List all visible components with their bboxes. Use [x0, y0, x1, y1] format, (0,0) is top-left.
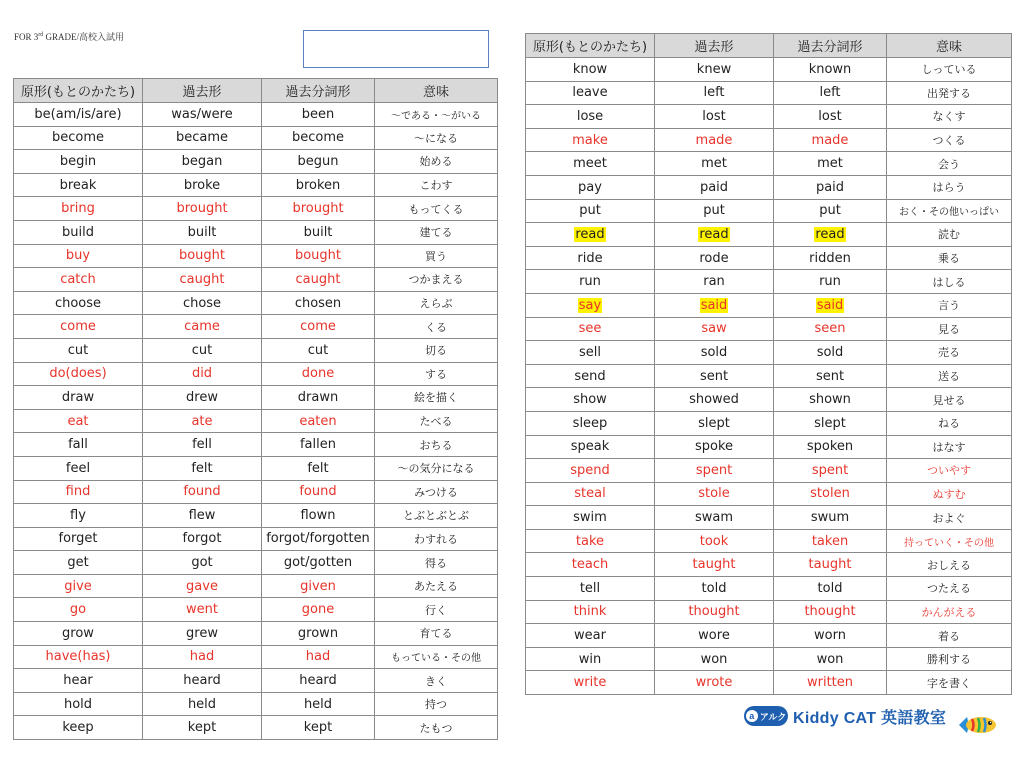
col-header-base: 原形(もとのかたち)	[526, 34, 655, 58]
cell-past-participle: heard	[262, 669, 375, 693]
cell-past-participle: felt	[262, 456, 375, 480]
col-header-past-participle: 過去分詞形	[774, 34, 887, 58]
cell-past: rode	[655, 246, 774, 270]
table-row	[526, 58, 1012, 82]
cell-base: put	[526, 199, 655, 223]
cell-base: steal	[526, 482, 655, 506]
cell-base: begin	[14, 150, 143, 174]
cell-past	[655, 223, 774, 247]
cell-meaning: 絵を描く	[375, 386, 498, 410]
cell-meaning: こわす	[375, 173, 498, 197]
cell-meaning: おく・その他いっぱい	[887, 199, 1012, 223]
table-row	[526, 317, 1012, 341]
cell-meaning: はらう	[887, 175, 1012, 199]
alc-mark-icon: a	[746, 710, 758, 722]
cell-past-participle: left	[774, 81, 887, 105]
cell-base: send	[526, 364, 655, 388]
cell-meaning: 乗る	[887, 246, 1012, 270]
cell-past: wore	[655, 624, 774, 648]
table-row	[526, 624, 1012, 648]
grade-label: FOR 3rd GRADE/高校入試用	[14, 32, 125, 42]
cell-past: met	[655, 152, 774, 176]
cell-base: wear	[526, 624, 655, 648]
cell-meaning: 見せる	[887, 388, 1012, 412]
table-row	[526, 128, 1012, 152]
cell-meaning: 読む	[887, 223, 1012, 247]
cell-meaning: つたえる	[887, 577, 1012, 601]
cell-base: leave	[526, 81, 655, 105]
cell-base: build	[14, 220, 143, 244]
cell-past: forgot	[143, 527, 262, 551]
cell-base	[526, 223, 655, 247]
cell-base: break	[14, 173, 143, 197]
cell-base: tell	[526, 577, 655, 601]
table-row	[526, 81, 1012, 105]
cell-meaning: 見る	[887, 317, 1012, 341]
table-row	[526, 388, 1012, 412]
cell-past-participle: slept	[774, 411, 887, 435]
cell-past: drew	[143, 386, 262, 410]
cell-past: came	[143, 315, 262, 339]
table-row	[14, 598, 498, 622]
cell-past: slept	[655, 411, 774, 435]
cell-past-participle: told	[774, 577, 887, 601]
highlighted-word: read	[575, 226, 605, 242]
table-row	[14, 622, 498, 646]
cell-past-participle: found	[262, 480, 375, 504]
cell-past: took	[655, 529, 774, 553]
cell-meaning: 着る	[887, 624, 1012, 648]
verb-table-right	[525, 33, 1012, 695]
cell-base: bring	[14, 197, 143, 221]
cell-past: paid	[655, 175, 774, 199]
cell-past-participle: become	[262, 126, 375, 150]
table-row	[14, 126, 498, 150]
cell-meaning: 切る	[375, 338, 498, 362]
table-row	[14, 433, 498, 457]
cell-past-participle: gone	[262, 598, 375, 622]
table-row	[526, 411, 1012, 435]
cell-past-participle: swum	[774, 506, 887, 530]
cell-meaning: おしえる	[887, 553, 1012, 577]
cell-meaning: つかまえる	[375, 268, 498, 292]
cell-base: swim	[526, 506, 655, 530]
table-row	[14, 386, 498, 410]
cell-base: catch	[14, 268, 143, 292]
cell-meaning: かんがえる	[887, 600, 1012, 624]
cell-past: caught	[143, 268, 262, 292]
cell-past-participle: got/gotten	[262, 551, 375, 575]
cell-past-participle: caught	[262, 268, 375, 292]
cell-meaning: 会う	[887, 152, 1012, 176]
cell-past: ran	[655, 270, 774, 294]
cell-past: got	[143, 551, 262, 575]
cell-base: fall	[14, 433, 143, 457]
cell-meaning: はなす	[887, 435, 1012, 459]
table-row	[526, 223, 1012, 247]
cell-past: cut	[143, 338, 262, 362]
cell-past-participle: bought	[262, 244, 375, 268]
cell-meaning: もってくる	[375, 197, 498, 221]
cell-meaning: する	[375, 362, 498, 386]
table-row	[14, 669, 498, 693]
cell-base: show	[526, 388, 655, 412]
cell-past-participle: put	[774, 199, 887, 223]
cell-past-participle: built	[262, 220, 375, 244]
cell-base: teach	[526, 553, 655, 577]
cell-meaning: 売る	[887, 341, 1012, 365]
cell-past-participle: grown	[262, 622, 375, 646]
cell-meaning: 持っていく・その他	[887, 529, 1012, 553]
cell-past: flew	[143, 504, 262, 528]
cell-past: broke	[143, 173, 262, 197]
cell-base: cut	[14, 338, 143, 362]
cell-past-participle: shown	[774, 388, 887, 412]
cell-meaning: 言う	[887, 293, 1012, 317]
cell-meaning: はしる	[887, 270, 1012, 294]
cell-past-participle: been	[262, 103, 375, 127]
cell-past: showed	[655, 388, 774, 412]
cell-base: have(has)	[14, 645, 143, 669]
cell-past: gave	[143, 574, 262, 598]
cell-meaning: 行く	[375, 598, 498, 622]
cell-base: find	[14, 480, 143, 504]
cell-meaning: 字を書く	[887, 671, 1012, 695]
cell-past: chose	[143, 291, 262, 315]
table-row	[526, 152, 1012, 176]
cell-base: lose	[526, 105, 655, 129]
cell-base: come	[14, 315, 143, 339]
cell-base: get	[14, 551, 143, 575]
cell-base: forget	[14, 527, 143, 551]
cell-past: lost	[655, 105, 774, 129]
cell-past-participle: stolen	[774, 482, 887, 506]
cell-past-participle: sent	[774, 364, 887, 388]
cell-meaning: わすれる	[375, 527, 498, 551]
cell-past: was/were	[143, 103, 262, 127]
cell-meaning: しっている	[887, 58, 1012, 82]
table-row	[526, 671, 1012, 695]
cell-base: be(am/is/are)	[14, 103, 143, 127]
highlighted-word: say	[578, 297, 602, 313]
cell-meaning: みつける	[375, 480, 498, 504]
cell-past-participle: had	[262, 645, 375, 669]
cell-past: put	[655, 199, 774, 223]
cell-past-participle: eaten	[262, 409, 375, 433]
table-row	[526, 553, 1012, 577]
table-row	[14, 150, 498, 174]
highlighted-word: said	[700, 297, 728, 313]
table-row	[526, 293, 1012, 317]
cell-past: saw	[655, 317, 774, 341]
verb-table-left	[13, 78, 498, 740]
cell-past-participle: cut	[262, 338, 375, 362]
cell-past-participle: brought	[262, 197, 375, 221]
table-row	[14, 220, 498, 244]
table-row	[14, 291, 498, 315]
cell-past: did	[143, 362, 262, 386]
table-row	[14, 268, 498, 292]
table-row	[14, 197, 498, 221]
cell-past: ate	[143, 409, 262, 433]
cell-past-participle: sold	[774, 341, 887, 365]
cell-past: brought	[143, 197, 262, 221]
name-box	[303, 30, 489, 68]
cell-meaning: とぶとぶとぶ	[375, 504, 498, 528]
cell-past: made	[655, 128, 774, 152]
table-row	[526, 270, 1012, 294]
col-header-meaning: 意味	[887, 34, 1012, 58]
cell-meaning: たもつ	[375, 716, 498, 740]
cell-past-participle: spoken	[774, 435, 887, 459]
highlighted-word: read	[699, 226, 729, 242]
col-header-meaning: 意味	[375, 79, 498, 103]
cell-past: bought	[143, 244, 262, 268]
cell-meaning: 得る	[375, 551, 498, 575]
cell-base: do(does)	[14, 362, 143, 386]
cell-base: buy	[14, 244, 143, 268]
table-row	[526, 482, 1012, 506]
cell-past: left	[655, 81, 774, 105]
cell-base: meet	[526, 152, 655, 176]
table-row	[526, 175, 1012, 199]
cell-meaning: つくる	[887, 128, 1012, 152]
cell-past-participle: fallen	[262, 433, 375, 457]
table-row	[14, 409, 498, 433]
cell-base: spend	[526, 459, 655, 483]
table-row	[14, 338, 498, 362]
cell-past: kept	[143, 716, 262, 740]
cell-base: know	[526, 58, 655, 82]
cell-base: grow	[14, 622, 143, 646]
fish-mascot-icon	[955, 712, 999, 738]
cell-past-participle: kept	[262, 716, 375, 740]
table-row	[526, 577, 1012, 601]
cell-base: feel	[14, 456, 143, 480]
cell-base	[526, 293, 655, 317]
table-row	[526, 529, 1012, 553]
cell-past-participle: given	[262, 574, 375, 598]
cell-meaning: 買う	[375, 244, 498, 268]
cell-base: become	[14, 126, 143, 150]
cell-past-participle: lost	[774, 105, 887, 129]
cell-base: give	[14, 574, 143, 598]
brand-name: Kiddy CAT 英語教室	[793, 709, 947, 727]
col-header-past: 過去形	[655, 34, 774, 58]
cell-past-participle: taken	[774, 529, 887, 553]
cell-past: sent	[655, 364, 774, 388]
cell-meaning: 建てる	[375, 220, 498, 244]
cell-base: ride	[526, 246, 655, 270]
table-row	[14, 527, 498, 551]
table-row	[526, 246, 1012, 270]
table-row	[14, 716, 498, 740]
table-row	[14, 480, 498, 504]
cell-past: told	[655, 577, 774, 601]
cell-base: sell	[526, 341, 655, 365]
cell-past: built	[143, 220, 262, 244]
cell-past-participle: taught	[774, 553, 887, 577]
kiddy-cat-logo	[744, 704, 950, 728]
cell-past-participle: worn	[774, 624, 887, 648]
highlighted-word: read	[815, 226, 845, 242]
cell-past: found	[143, 480, 262, 504]
cell-meaning: 出発する	[887, 81, 1012, 105]
cell-base: speak	[526, 435, 655, 459]
cell-past: wrote	[655, 671, 774, 695]
table-row	[526, 600, 1012, 624]
cell-meaning: くる	[375, 315, 498, 339]
cell-past-participle: won	[774, 647, 887, 671]
table-row	[526, 364, 1012, 388]
table-row	[14, 551, 498, 575]
cell-past: won	[655, 647, 774, 671]
cell-base: choose	[14, 291, 143, 315]
table-row	[526, 105, 1012, 129]
cell-base: hear	[14, 669, 143, 693]
cell-base: write	[526, 671, 655, 695]
cell-past: spoke	[655, 435, 774, 459]
cell-base: eat	[14, 409, 143, 433]
cell-past: spent	[655, 459, 774, 483]
cell-meaning: きく	[375, 669, 498, 693]
cell-base: think	[526, 600, 655, 624]
cell-past-participle: come	[262, 315, 375, 339]
cell-past-participle: ridden	[774, 246, 887, 270]
cell-meaning: 持つ	[375, 692, 498, 716]
cell-past: held	[143, 692, 262, 716]
table-header-row	[14, 79, 498, 103]
table-row	[14, 574, 498, 598]
cell-base: keep	[14, 716, 143, 740]
table-row	[14, 173, 498, 197]
cell-past-participle: spent	[774, 459, 887, 483]
table-row	[526, 459, 1012, 483]
cell-past: thought	[655, 600, 774, 624]
cell-meaning: えらぶ	[375, 291, 498, 315]
cell-meaning: なくす	[887, 105, 1012, 129]
table-header-row	[526, 34, 1012, 58]
cell-base: draw	[14, 386, 143, 410]
cell-past: grew	[143, 622, 262, 646]
cell-past-participle	[774, 223, 887, 247]
cell-past: knew	[655, 58, 774, 82]
cell-past: had	[143, 645, 262, 669]
cell-past-participle: begun	[262, 150, 375, 174]
table-row	[14, 456, 498, 480]
cell-meaning: ～である・～がいる	[375, 103, 498, 127]
cell-meaning: ねる	[887, 411, 1012, 435]
col-header-base: 原形(もとのかたち)	[14, 79, 143, 103]
cell-meaning: 勝利する	[887, 647, 1012, 671]
cell-past-participle: held	[262, 692, 375, 716]
cell-base: hold	[14, 692, 143, 716]
col-header-past-participle: 過去分詞形	[262, 79, 375, 103]
cell-past-participle: paid	[774, 175, 887, 199]
cell-meaning: たべる	[375, 409, 498, 433]
cell-base: sleep	[526, 411, 655, 435]
table-row	[526, 341, 1012, 365]
cell-past-participle: chosen	[262, 291, 375, 315]
table-row	[14, 692, 498, 716]
table-row	[14, 103, 498, 127]
cell-base: pay	[526, 175, 655, 199]
cell-past: heard	[143, 669, 262, 693]
cell-past-participle: run	[774, 270, 887, 294]
cell-past: swam	[655, 506, 774, 530]
cell-past	[655, 293, 774, 317]
highlighted-word: said	[816, 297, 844, 313]
cell-base: win	[526, 647, 655, 671]
cell-past: sold	[655, 341, 774, 365]
cell-past: fell	[143, 433, 262, 457]
cell-meaning: 始める	[375, 150, 498, 174]
cell-past: began	[143, 150, 262, 174]
cell-meaning: もっている・その他	[375, 645, 498, 669]
table-row	[14, 315, 498, 339]
cell-meaning: ぬすむ	[887, 482, 1012, 506]
table-row	[14, 645, 498, 669]
cell-meaning: あたえる	[375, 574, 498, 598]
cell-past-participle: made	[774, 128, 887, 152]
col-header-past: 過去形	[143, 79, 262, 103]
table-row	[526, 647, 1012, 671]
cell-past: felt	[143, 456, 262, 480]
cell-past: became	[143, 126, 262, 150]
cell-base: run	[526, 270, 655, 294]
cell-past: taught	[655, 553, 774, 577]
alc-badge: a アルク	[744, 706, 788, 726]
cell-base: take	[526, 529, 655, 553]
table-row	[526, 435, 1012, 459]
cell-base: fly	[14, 504, 143, 528]
cell-meaning: ～になる	[375, 126, 498, 150]
cell-past-participle: broken	[262, 173, 375, 197]
table-row	[14, 244, 498, 268]
cell-meaning: ～の気分になる	[375, 456, 498, 480]
cell-past-participle: done	[262, 362, 375, 386]
table-row	[14, 504, 498, 528]
cell-past-participle: seen	[774, 317, 887, 341]
cell-meaning: ついやす	[887, 459, 1012, 483]
cell-meaning: およぐ	[887, 506, 1012, 530]
cell-past: stole	[655, 482, 774, 506]
cell-base: see	[526, 317, 655, 341]
cell-past-participle	[774, 293, 887, 317]
cell-past-participle: thought	[774, 600, 887, 624]
cell-past-participle: written	[774, 671, 887, 695]
cell-past-participle: forgot/forgotten	[262, 527, 375, 551]
cell-past-participle: flown	[262, 504, 375, 528]
cell-past-participle: drawn	[262, 386, 375, 410]
cell-base: make	[526, 128, 655, 152]
cell-meaning: 育てる	[375, 622, 498, 646]
cell-past-participle: known	[774, 58, 887, 82]
table-row	[526, 199, 1012, 223]
cell-meaning: おちる	[375, 433, 498, 457]
table-row	[14, 362, 498, 386]
cell-base: go	[14, 598, 143, 622]
cell-past-participle: met	[774, 152, 887, 176]
cell-past: went	[143, 598, 262, 622]
table-row	[526, 506, 1012, 530]
cell-meaning: 送る	[887, 364, 1012, 388]
